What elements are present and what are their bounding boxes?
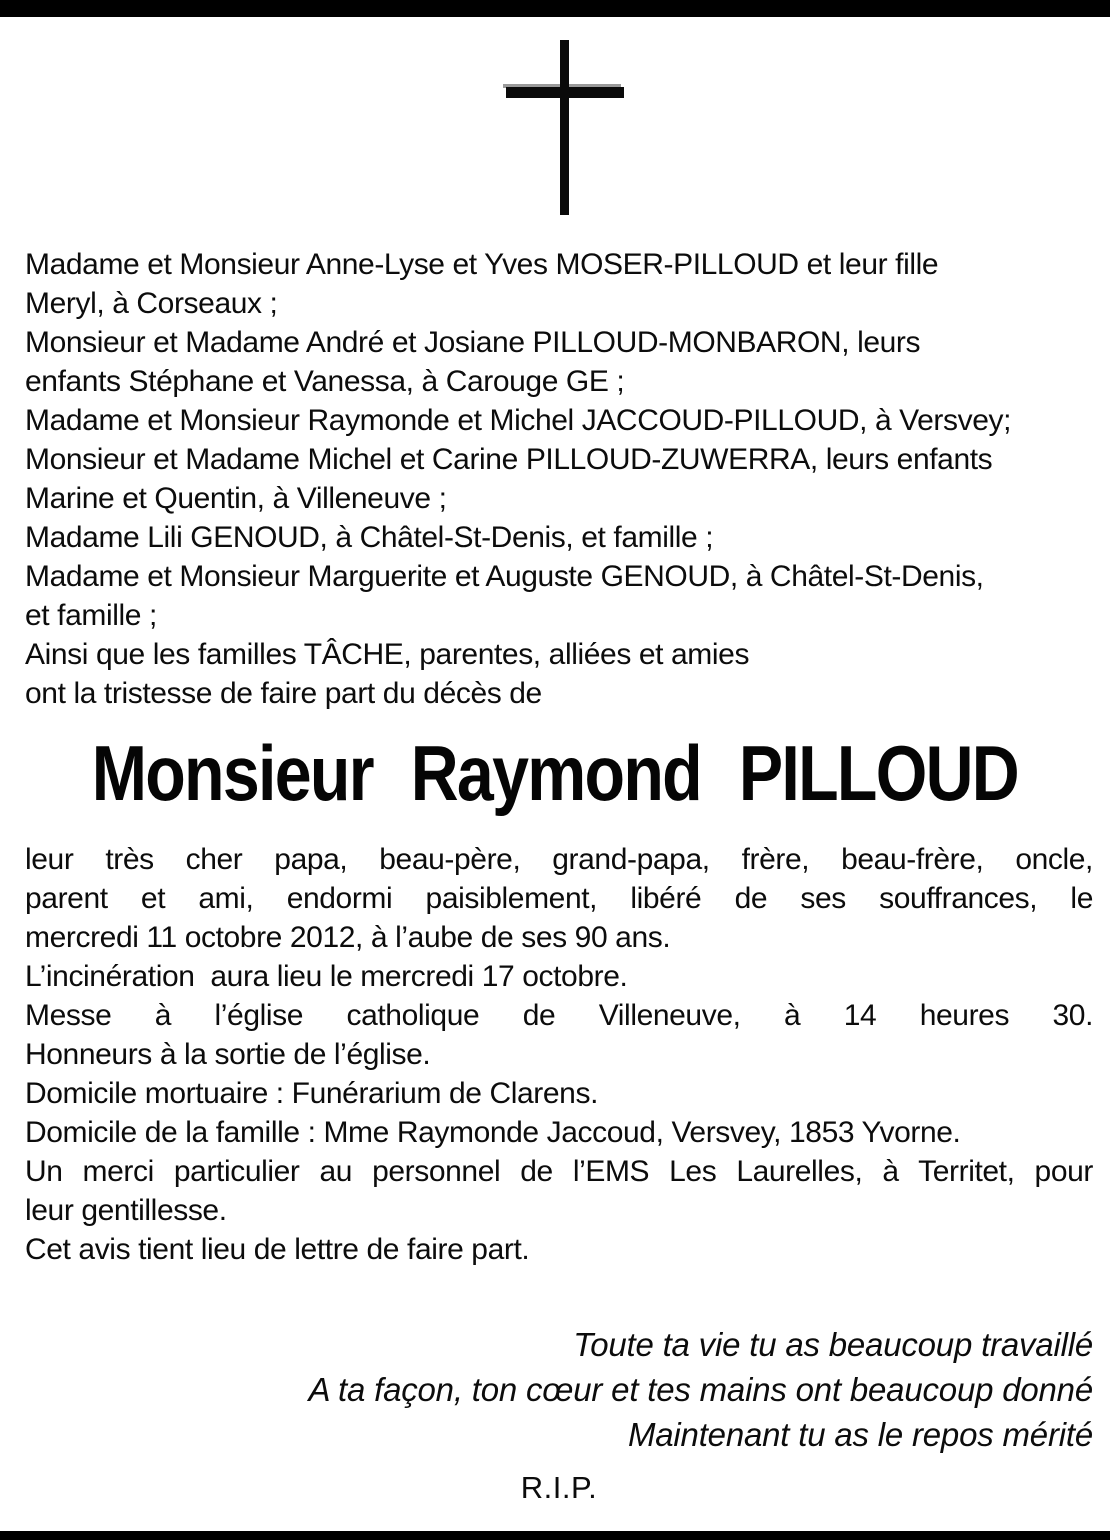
names-line: Monsieur et Madame Michel et Carine PILLOUD-ZUWERRA, leurs enfants — [25, 443, 993, 476]
bottom-scan-bar — [0, 1531, 1110, 1540]
top-scan-bar — [0, 0, 1110, 17]
body-line: mercredi 11 octobre 2012, à l’aube de ses 90 ans. — [25, 921, 671, 954]
names-line: enfants Stéphane et Vanessa, à Carouge GE ; — [25, 365, 625, 398]
names-line: et famille ; — [25, 599, 157, 632]
names-line: Monsieur et Madame André et Josiane PILLOUD-MONBARON, leurs — [25, 326, 921, 359]
rip-block — [25, 1468, 1093, 1507]
epitaph-line: A ta façon, ton cœur et tes mains ont beaucoup donné — [308, 1371, 1093, 1408]
body-line: L’incinération aura lieu le mercredi 17 octobre. — [25, 960, 628, 993]
names-line: Madame et Monsieur Anne-Lyse et Yves MOSER-PILLOUD et leur fille — [25, 248, 939, 281]
body-line: Messe à l’église catholique de Villeneuve, à 14 heures 30. — [25, 999, 1093, 1032]
epitaph-verse-block — [25, 1322, 1093, 1457]
body-line: Honneurs à la sortie de l’église. — [25, 1038, 431, 1071]
body-line: parent et ami, endormi paisiblement, libéré de ses souffrances, le — [25, 882, 1093, 915]
names-line: Madame et Monsieur Raymonde et Michel JACCOUD-PILLOUD, à Versvey; — [25, 404, 1012, 437]
epitaph-line: Toute ta vie tu as beaucoup travaillé — [573, 1326, 1093, 1363]
body-line: Un merci particulier au personnel de l’EMS Les Laurelles, à Territet, pour — [25, 1155, 1093, 1188]
deceased-name-title — [0, 726, 1110, 821]
announcement-body-block — [25, 840, 1093, 1269]
body-line: leur gentillesse. — [25, 1194, 227, 1227]
names-line: Marine et Quentin, à Villeneuve ; — [25, 482, 447, 515]
names-line: Ainsi que les familles TÂCHE, parentes, alliées et amies — [25, 638, 750, 671]
names-line: Madame Lili GENOUD, à Châtel-St-Denis, et famille ; — [25, 521, 714, 554]
body-line: Cet avis tient lieu de lettre de faire part. — [25, 1233, 530, 1266]
family-names-block — [25, 245, 1093, 713]
epitaph-line: Maintenant tu as le repos mérité — [627, 1416, 1093, 1453]
body-line: leur très cher papa, beau-père, grand-papa, frère, beau-frère, oncle, — [25, 843, 1093, 876]
body-line: Domicile mortuaire : Funérarium de Clarens. — [25, 1077, 599, 1110]
names-line: Meryl, à Corseaux ; — [25, 287, 278, 320]
names-line: Madame et Monsieur Marguerite et Auguste GENOUD, à Châtel-St-Denis, — [25, 560, 984, 593]
names-line: ont la tristesse de faire part du décès de — [25, 677, 542, 710]
rip-text: R.I.P. — [520, 1470, 598, 1505]
body-line: Domicile de la famille : Mme Raymonde Jaccoud, Versvey, 1853 Yvorne. — [25, 1116, 961, 1149]
deceased-name-text: Monsieur Raymond PILLOUD — [91, 729, 1019, 817]
